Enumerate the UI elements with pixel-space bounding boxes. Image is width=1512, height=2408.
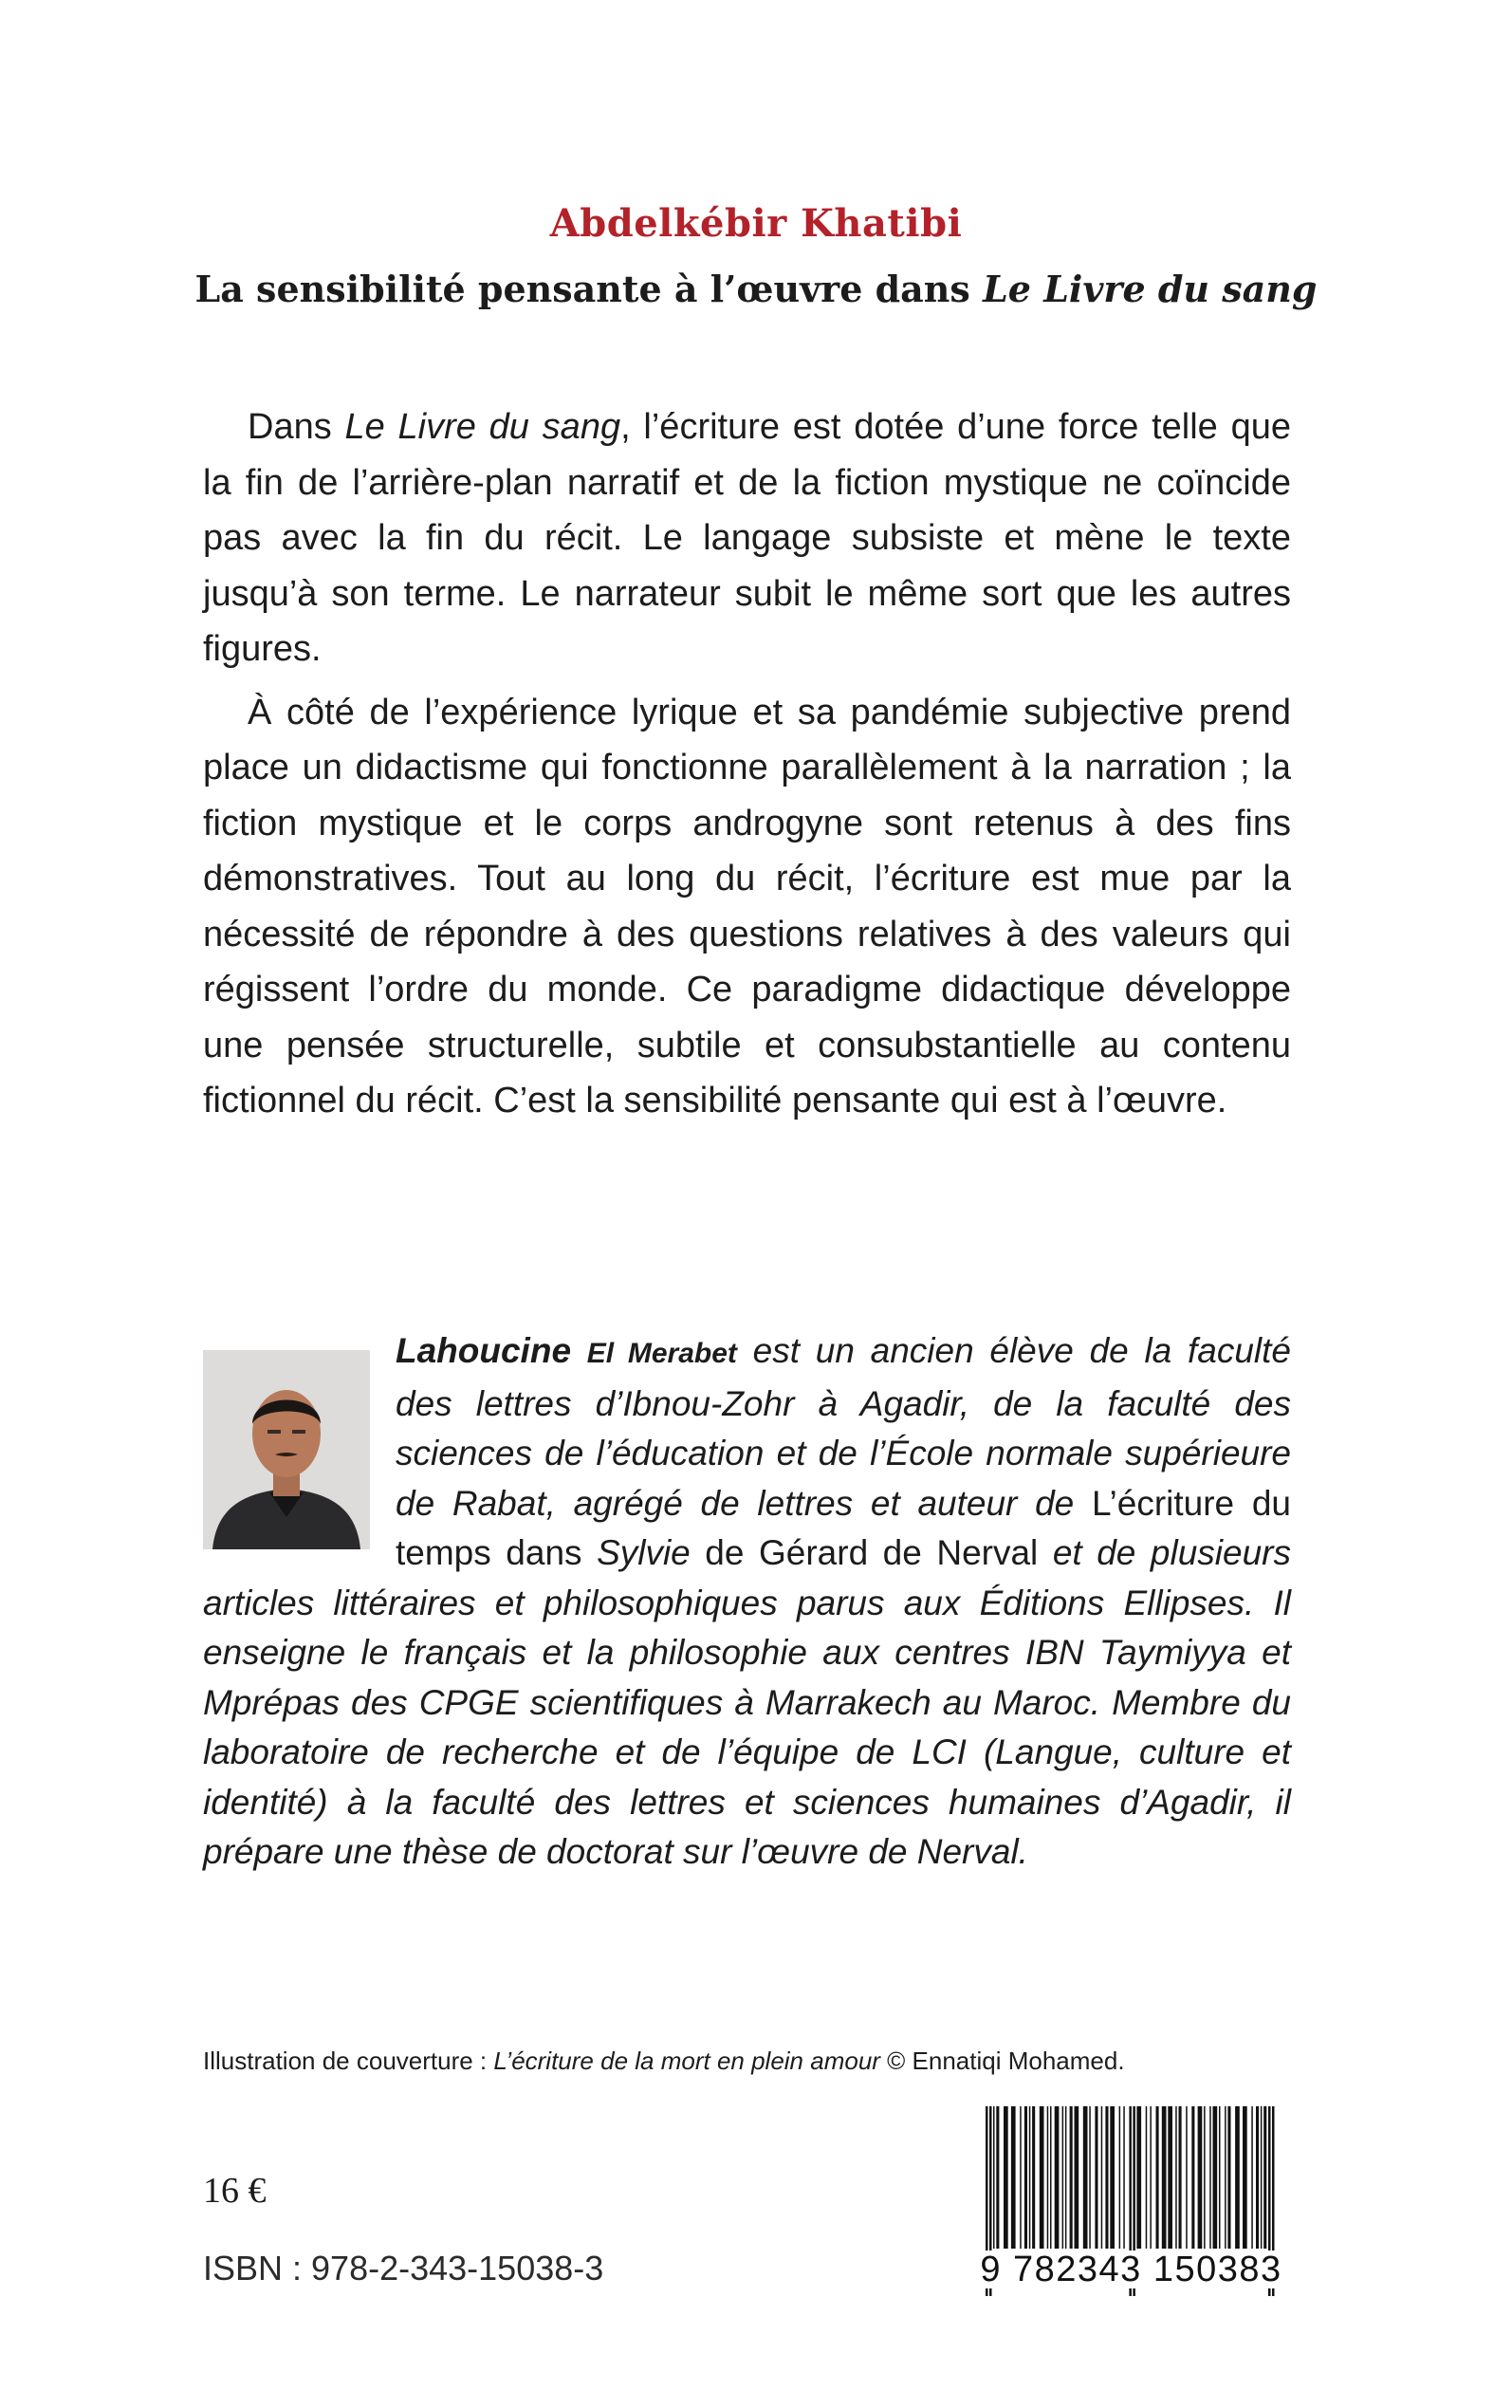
barcode-bar: [1256, 2106, 1259, 2249]
barcode-bar: [1089, 2106, 1091, 2249]
barcode-bar: [996, 2106, 999, 2249]
barcode-bar: [1168, 2106, 1172, 2249]
barcode-bar: [1050, 2106, 1052, 2249]
cover-credit: [203, 2047, 1125, 2076]
blurb-p1-italic: Le Livre du sang: [344, 407, 621, 447]
barcode-bar: [1119, 2106, 1121, 2249]
blurb-paragraph-1: [203, 399, 1291, 677]
barcode-bar: [1032, 2106, 1035, 2249]
barcode-bar: [1219, 2106, 1221, 2249]
title-italic: Le Livre du sang: [983, 268, 1318, 310]
barcode-bar: [1156, 2106, 1159, 2249]
barcode-bar: [1123, 2106, 1125, 2249]
barcode-bar: [1261, 2106, 1263, 2249]
author-bio: [203, 1326, 1291, 1878]
barcode-bar: [1251, 2106, 1253, 2249]
isbn: ISBN : 978-2-343-15038-3: [203, 2249, 604, 2288]
barcode-bar: [1105, 2106, 1108, 2249]
barcode-bar: [1110, 2106, 1115, 2249]
barcode-bar: [1150, 2106, 1152, 2249]
barcode-bar: [1162, 2106, 1167, 2249]
barcode-bar: [1065, 2106, 1067, 2249]
barcode-bar: [1179, 2106, 1182, 2249]
bio-book-2: de Gérard de Nerval: [690, 1533, 1039, 1572]
photo-spacer: [203, 1326, 396, 1575]
barcode-digits: 9 782343 150383: [978, 2251, 1284, 2288]
blurb: [203, 399, 1291, 1129]
barcode-bar: [1083, 2106, 1088, 2249]
barcode-bar: [1040, 2106, 1044, 2249]
price: 16 €: [203, 2171, 267, 2211]
barcode-bar: [1136, 2106, 1141, 2249]
barcode-bar: [993, 2106, 995, 2249]
barcode-bar: [1198, 2106, 1203, 2249]
barcode-bar: [1075, 2106, 1079, 2249]
barcode-bar: [1243, 2106, 1247, 2249]
title-prefix: La sensibilité pensante à l’œuvre dans: [194, 268, 984, 310]
barcode-bar: [1101, 2106, 1103, 2249]
barcode-bar: [1070, 2106, 1073, 2249]
barcode-bar: [1186, 2106, 1188, 2249]
blurb-p1-rest: , l’écriture est dotée d’une force telle que la fin de l’arrière-plan narratif et de la fiction mystique ne coïncide pas avec la fin du récit. Le langage subsiste et mène le texte jusqu’à son terme. Le narrateur subit le même sort que les autres figures.: [203, 407, 1291, 669]
credit-label: Illustration de couverture :: [203, 2047, 494, 2075]
barcode-bar: [1004, 2106, 1008, 2249]
bio-book-1: L’écriture du temps dans: [396, 1483, 1291, 1572]
barcode-bar: [1175, 2106, 1177, 2249]
barcode-bar: [1011, 2106, 1016, 2249]
bio-book-italic: Sylvie: [597, 1533, 691, 1572]
bio-last-name: El Merabet: [586, 1338, 737, 1369]
book-title: [0, 268, 1512, 310]
bio-text-2: et de plusieurs articles littéraires et philosophiques parus aux Éditions Ellipses. Il enseigne le français et la philosophie aux centres IBN Taymiyya et Mprépas des CPGE scientifiques à Marrakech au Maroc. Membre du laboratoire de recherche et de l’équipe de LCI (Langue, culture et identité) à la faculté des lettres et sciences humaines d’Agadir, il prépare une thèse de doctorat sur l’œuvre de Nerval.: [203, 1533, 1291, 1871]
barcode-bar: [1227, 2106, 1230, 2249]
barcode-bar: [1204, 2106, 1206, 2249]
credit-owner: © Ennatiqi Mohamed.: [879, 2047, 1125, 2075]
barcode-bar: [1029, 2106, 1031, 2249]
barcode-bar: [1263, 2106, 1266, 2249]
barcode-bar: [1213, 2106, 1218, 2249]
barcode-bar: [1055, 2106, 1060, 2249]
barcode-bar: [1062, 2106, 1064, 2249]
author-name: Abdelkébir Khatibi: [549, 201, 963, 246]
blurb-p1-start: Dans: [248, 407, 345, 447]
barcode-bar: [1191, 2106, 1194, 2249]
credit-work: L’écriture de la mort en plein amour: [493, 2047, 880, 2075]
barcode-bar: [1047, 2106, 1049, 2249]
blurb-paragraph-2: À côté de l’expérience lyrique et sa pandémie subjective prend place un didactisme qui fonctionne parallèlement à la narration ; la fiction mystique et le corps androgyne sont retenus à des fins démonstratives. Tout au long du récit, l’écriture est mue par la nécessité de répondre à des questions relatives à des valeurs qui régissent l’ordre du monde. Ce paradigme didactique développe une pensée structurelle, subtile et consubstantielle au contenu fictionnel du récit. C’est la sensibilité pensante qui est à l’œuvre.: [203, 692, 1291, 1121]
bio-text-1: est un ancien élève de la faculté des lettres d’Ibnou-Zohr à Agadir, de la faculté des sciences de l’éducation et de l’École normale supérieure de Rabat, agrégé de lettres et auteur de: [396, 1331, 1291, 1523]
barcode-bar: [1024, 2106, 1027, 2249]
barcode-bar: [1146, 2106, 1148, 2249]
barcode-bar: [1020, 2106, 1022, 2249]
barcode-bar: [1095, 2106, 1097, 2249]
barcode-bar: [1235, 2106, 1240, 2249]
bio-first-name: Lahoucine: [396, 1331, 587, 1370]
barcode-bar: [1209, 2106, 1211, 2249]
barcode-bar: [1225, 2106, 1226, 2249]
